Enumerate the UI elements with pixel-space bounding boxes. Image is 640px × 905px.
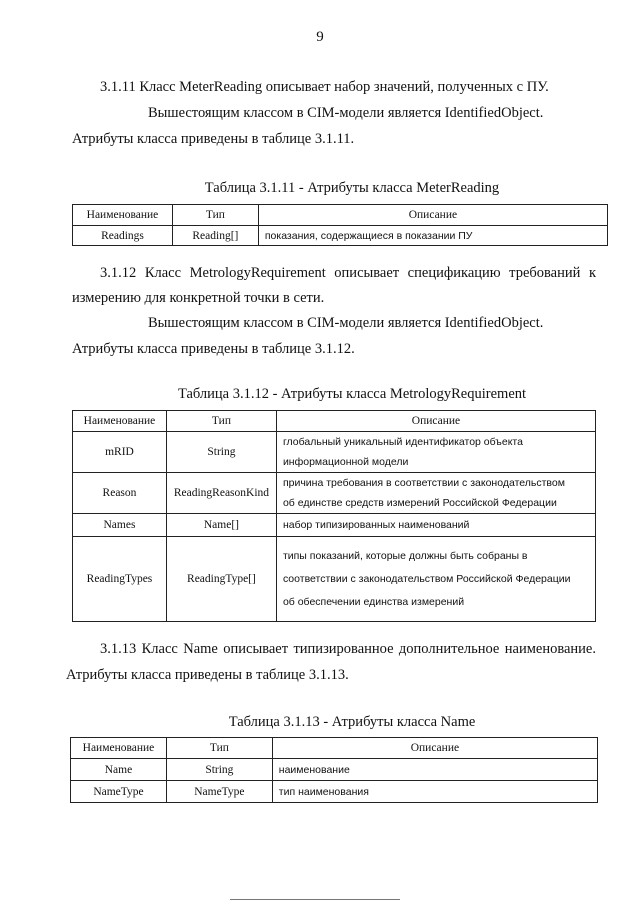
header-name: Наименование bbox=[73, 205, 173, 226]
cell-type: Reading[] bbox=[172, 226, 258, 246]
cell-name: Reason bbox=[73, 473, 167, 514]
cell-type: ReadingType[] bbox=[166, 537, 276, 622]
description-line: об единстве средств измерений Российской Федерации bbox=[282, 497, 557, 509]
header-description: Описание bbox=[272, 738, 597, 759]
paragraph-3-1-13-line-1: 3.1.13 Класс Name описывает типизированное дополнительное наименование. bbox=[100, 641, 596, 657]
table-3-1-12 bbox=[72, 410, 596, 622]
cell-description bbox=[276, 537, 595, 622]
cell-description bbox=[276, 473, 595, 514]
cell-description: тип наименования bbox=[272, 781, 597, 803]
table-3-1-11-caption: Таблица 3.1.11 - Атрибуты класса MeterReading bbox=[204, 180, 500, 196]
description-line: об обеспечении единства измерений bbox=[282, 595, 465, 608]
header-type: Тип bbox=[166, 411, 276, 432]
bottom-divider bbox=[230, 899, 400, 900]
header-description: Описание bbox=[258, 205, 607, 226]
table-row bbox=[73, 514, 596, 537]
header-name: Наименование bbox=[71, 738, 167, 759]
cell-name: Name bbox=[71, 759, 167, 781]
cell-name: mRID bbox=[73, 432, 167, 473]
table-3-1-12-caption: Таблица 3.1.12 - Атрибуты класса MetrologyRequirement bbox=[177, 386, 527, 402]
header-name: Наименование bbox=[73, 411, 167, 432]
table-row bbox=[71, 781, 598, 803]
cell-description bbox=[276, 514, 595, 537]
description-line: соответствии с законодательством Российской Федерации bbox=[282, 572, 571, 585]
cell-description bbox=[276, 432, 595, 473]
cell-type: ReadingReasonKind bbox=[166, 473, 276, 514]
paragraph-3-1-12-line-1: 3.1.12 Класс MetrologyRequirement описывает спецификацию требований к bbox=[100, 265, 596, 281]
cell-type: Name[] bbox=[166, 514, 276, 537]
page-number: 9 bbox=[316, 29, 324, 45]
table-3-1-11 bbox=[72, 204, 608, 246]
table-header-row bbox=[71, 738, 598, 759]
description-line: типы показаний, которые должны быть собраны в bbox=[282, 549, 528, 562]
cell-name: ReadingTypes bbox=[73, 537, 167, 622]
cell-name: Names bbox=[73, 514, 167, 537]
table-header-row bbox=[73, 205, 608, 226]
paragraph-3-1-12-line-2: измерению для конкретной точки в сети. bbox=[72, 290, 325, 306]
cell-name: Readings bbox=[73, 226, 173, 246]
paragraph-3-1-12-line-4: Атрибуты класса приведены в таблице 3.1.12. bbox=[72, 341, 355, 357]
paragraph-3-1-11-line-2: Вышестоящим классом в CIM-модели является IdentifiedObject. bbox=[148, 105, 544, 121]
cell-type: String bbox=[166, 759, 272, 781]
paragraph-3-1-11-line-1: 3.1.11 Класс MeterReading описывает набор значений, полученных с ПУ. bbox=[100, 79, 549, 95]
table-row bbox=[73, 226, 608, 246]
table-3-1-13 bbox=[70, 737, 598, 803]
table-3-1-13-caption: Таблица 3.1.13 - Атрибуты класса Name bbox=[228, 714, 476, 730]
table-row bbox=[71, 759, 598, 781]
cell-type: NameType bbox=[166, 781, 272, 803]
table-row bbox=[73, 432, 596, 473]
paragraph-3-1-11-line-3: Атрибуты класса приведены в таблице 3.1.11. bbox=[72, 131, 355, 147]
header-type: Тип bbox=[172, 205, 258, 226]
header-type: Тип bbox=[166, 738, 272, 759]
cell-description: показания, содержащиеся в показании ПУ bbox=[258, 226, 607, 246]
cell-description: наименование bbox=[272, 759, 597, 781]
description-line: информационной модели bbox=[282, 456, 409, 468]
cell-name: NameType bbox=[71, 781, 167, 803]
paragraph-3-1-12-line-3: Вышестоящим классом в CIM-модели является IdentifiedObject. bbox=[148, 315, 544, 331]
cell-type: String bbox=[166, 432, 276, 473]
table-row bbox=[73, 537, 596, 622]
description-line: глобальный уникальный идентификатор объекта bbox=[282, 436, 523, 448]
table-row bbox=[73, 473, 596, 514]
header-description: Описание bbox=[276, 411, 595, 432]
description-line: причина требования в соответствии с законодательством bbox=[282, 477, 565, 489]
table-header-row bbox=[73, 411, 596, 432]
paragraph-3-1-13-line-2: Атрибуты класса приведены в таблице 3.1.13. bbox=[66, 667, 349, 683]
description-line: набор типизированных наименований bbox=[282, 519, 470, 531]
